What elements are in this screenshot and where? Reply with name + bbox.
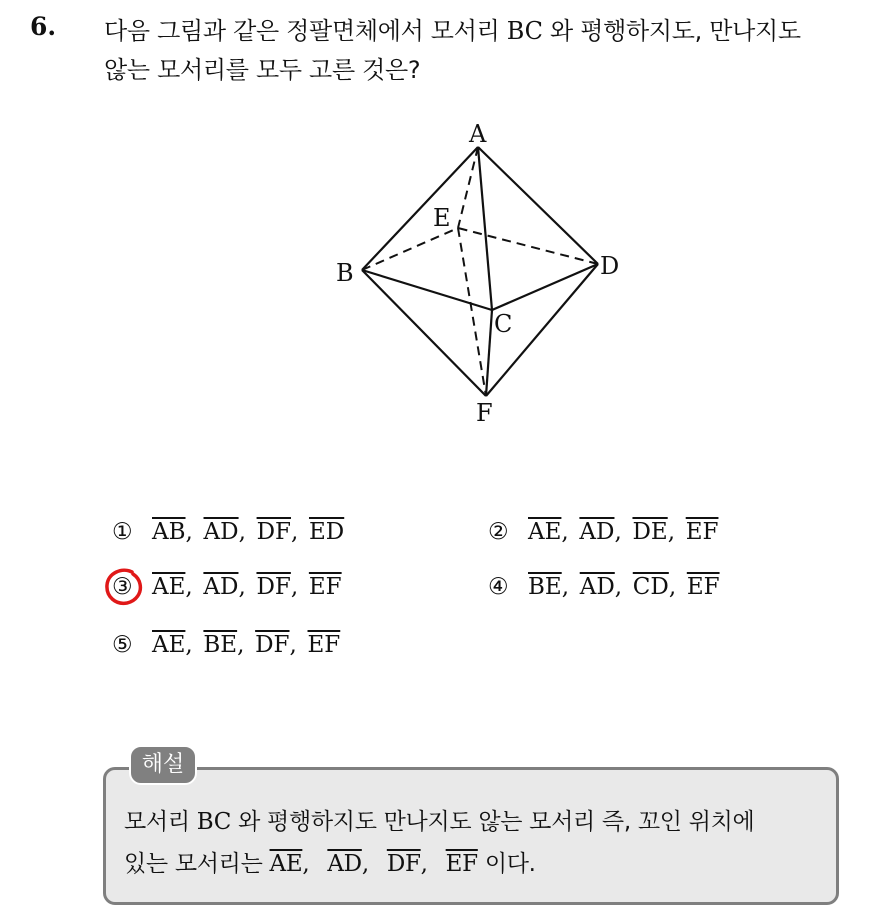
edge-line-cf xyxy=(486,310,492,396)
choice-1-edge-2: $\overline{AD}$ xyxy=(203,519,239,545)
vertex-label-b: B xyxy=(336,259,354,287)
edge-line-ab xyxy=(362,147,478,270)
octahedron-figure xyxy=(320,110,640,435)
explanation-edge-1: $\overline{AE}$ xyxy=(269,851,303,877)
edge-line-ac xyxy=(478,147,492,310)
vertex-label-a: A xyxy=(469,120,487,148)
edge-line-ad xyxy=(478,147,598,264)
choice-2-edge-3: $\overline{DE}$ xyxy=(632,519,668,545)
choice-number-3 xyxy=(112,574,152,600)
choice-2-edge-2: $\overline{AD}$ xyxy=(579,519,615,545)
choice-5-edge-3: $\overline{DF}$ xyxy=(255,632,290,658)
choice-number-2: ② xyxy=(488,519,509,545)
choice-2-edge-4: $\overline{EF}$ xyxy=(685,519,719,545)
explanation-text xyxy=(124,801,834,885)
choice-3-edge-1: $\overline{AE}$ xyxy=(152,574,186,600)
choice-4-edge-1: $\overline{BE}$ xyxy=(528,574,562,600)
explanation-line-2-post: 이다. xyxy=(477,851,536,877)
question-line-1-pre: 다음 그림과 같은 정팔면체에서 모서리 xyxy=(104,17,507,45)
choice-number-4: ④ xyxy=(488,574,509,600)
explanation-line-1-pre: 모서리 xyxy=(124,809,197,835)
edge-line-cd xyxy=(492,264,598,310)
choice-1-edge-4: $\overline{ED}$ xyxy=(308,519,345,545)
choice-5-edge-4: $\overline{EF}$ xyxy=(307,632,341,658)
choice-3-edge-4: $\overline{EF}$ xyxy=(308,574,342,600)
choice-3[interactable]: ③ $\overline{AE}$ , $\overline{AD}$ , $\overline{DF}$ , $\overline{EF}$ xyxy=(112,574,342,600)
explanation-line-1 xyxy=(124,801,834,843)
choice-5-edge-2: $\overline{BE}$ xyxy=(203,632,238,658)
vertex-label-d: D xyxy=(600,252,620,280)
explanation-edge-4: $\overline{EF}$ xyxy=(445,851,478,877)
choice-4-edge-2: $\overline{AD}$ xyxy=(579,574,615,600)
question-number: 6. xyxy=(30,12,57,41)
choice-4-edge-3: $\overline{CD}$ xyxy=(632,574,669,600)
question-line-1-post: 와 평행하지도, 만나지도 xyxy=(542,17,801,45)
choice-1[interactable]: ① $\overline{AB}$ , $\overline{AD}$ , $\overline{DF}$ , $\overline{ED}$ xyxy=(112,519,345,545)
choice-5[interactable]: ⑤ $\overline{AE}$ , $\overline{BE}$ , $\overline{DF}$ , $\overline{EF}$ xyxy=(112,632,341,658)
question-text xyxy=(104,12,874,90)
choice-3-edge-2: $\overline{AD}$ xyxy=(203,574,239,600)
edge-line-de-hidden xyxy=(458,228,598,264)
vertex-label-e: E xyxy=(433,204,451,232)
explanation-tag: 해설 xyxy=(129,745,197,785)
choice-number-3-label: ③ xyxy=(112,574,133,600)
question-line-2: 않는 모서리를 모두 고른 것은? xyxy=(104,56,421,84)
question-line-1 xyxy=(104,12,874,51)
choice-3-edge-3: $\overline{DF}$ xyxy=(256,574,291,600)
choice-number-5: ⑤ xyxy=(112,632,133,658)
explanation-edge-2: $\overline{AD}$ xyxy=(327,851,362,877)
vertex-label-c: C xyxy=(494,310,513,338)
choice-4[interactable]: ④ $\overline{BE}$ , $\overline{AD}$ , $\overline{CD}$ , $\overline{EF}$ xyxy=(488,574,720,600)
explanation-edge-3: $\overline{DF}$ xyxy=(386,851,421,877)
answer-circle-mark-icon xyxy=(102,565,148,609)
explanation-line-2-pre: 있는 모서리는 xyxy=(124,851,270,877)
choice-1-edge-3: $\overline{DF}$ xyxy=(256,519,291,545)
choice-1-edge-1: $\overline{AB}$ xyxy=(152,519,186,545)
question-edge-bc: BC xyxy=(506,17,543,45)
choice-5-edge-1: $\overline{AE}$ xyxy=(152,632,186,658)
explanation-line-2: 있는 모서리는 $\overline{AE}$, $\overline{AD}$, $\overline{DF}$, $\overline{EF}$ 이다. xyxy=(124,851,536,877)
explanation-edge-bc: BC xyxy=(196,809,232,835)
choice-4-edge-4: $\overline{EF}$ xyxy=(686,574,720,600)
vertex-label-f: F xyxy=(476,399,493,427)
choice-2-edge-1: $\overline{AE}$ xyxy=(528,519,562,545)
choice-number-1: ① xyxy=(112,519,133,545)
explanation-line-1-post: 와 평행하지도 만나지도 않는 모서리 즉, 꼬인 위치에 xyxy=(231,809,755,835)
edge-line-be-hidden xyxy=(362,228,458,270)
choice-2[interactable]: ② $\overline{AE}$ , $\overline{AD}$ , $\overline{DE}$ , $\overline{EF}$ xyxy=(488,519,719,545)
